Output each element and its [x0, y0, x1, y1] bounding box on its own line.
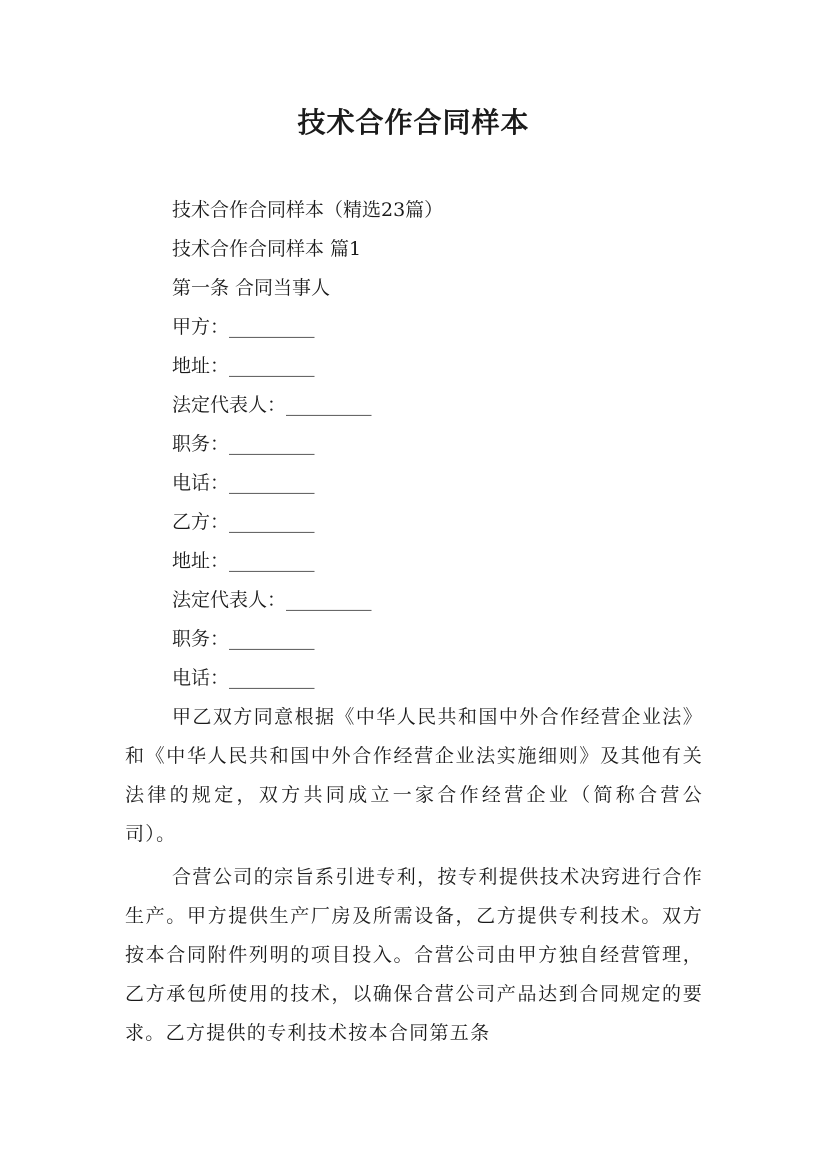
- party-b-name: 乙方：_________: [172, 511, 315, 533]
- document-title: 技术合作合同样本: [297, 106, 530, 139]
- party-a-phone: 电话：_________: [172, 472, 315, 494]
- article-1-heading: 第一条 合同当事人: [172, 277, 331, 299]
- party-b-phone: 电话：_________: [172, 667, 315, 689]
- document-subtitle: 技术合作合同样本（精选23篇）: [172, 199, 444, 221]
- paragraph-company-purpose: 合营公司的宗旨系引进专利，按专利提供技术决窍进行合作生产。甲方提供生产厂房及所需设备，乙方提供专利技术。双方按本合同附件列明的项目投入。合营公司由甲方独自经营管理，乙方承包所使用的技术，以确保合营公司产品达到合同规定的要求。乙方提供的专利技术按本合同第五条: [125, 866, 703, 1044]
- party-a-address: 地址：_________: [172, 355, 315, 377]
- paragraph-legal-basis: 甲乙双方同意根据《中华人民共和国中外合作经营企业法》和《中华人民共和国中外合作经营企业法实施细则》及其他有关法律的规定，双方共同成立一家合作经营企业（简称合营公司）。: [125, 706, 703, 845]
- party-a-legal-rep: 法定代表人：_________: [172, 394, 372, 416]
- party-b-position: 职务：_________: [172, 628, 315, 650]
- party-a-position: 职务：_________: [172, 433, 315, 455]
- document-body: [125, 191, 703, 1053]
- section-title: 技术合作合同样本 篇1: [172, 238, 362, 260]
- party-b-legal-rep: 法定代表人：_________: [172, 589, 372, 611]
- party-b-address: 地址：_________: [172, 550, 315, 572]
- party-a-name: 甲方：_________: [172, 316, 315, 338]
